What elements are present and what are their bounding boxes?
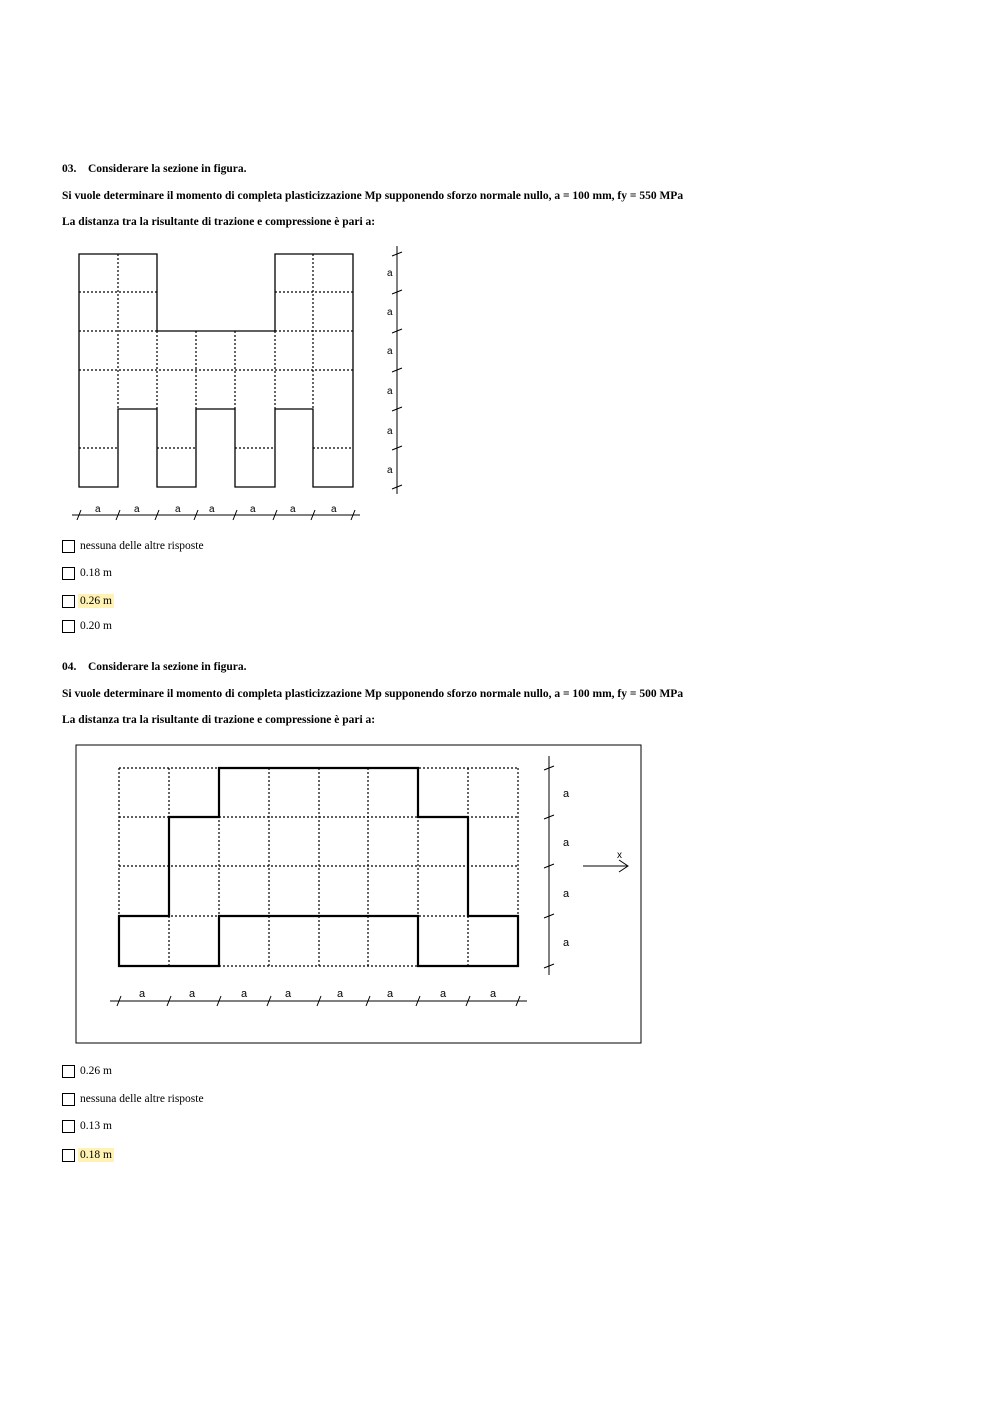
question-04-prompt: La distanza tra la risultante di trazione e compressione è pari a: (62, 714, 376, 726)
q03-option-3-checkbox[interactable] (62, 595, 75, 608)
q04-horizontal-labels (139, 988, 497, 1000)
q03-dim-label: a (387, 426, 393, 437)
q04-dim-label: a (490, 988, 497, 1000)
q03-dim-label: a (95, 504, 101, 515)
question-04-figure (70, 740, 650, 1050)
q03-dim-label: a (331, 504, 337, 515)
q04-x-axis-arrow (583, 860, 628, 872)
q04-option-4-checkbox[interactable] (62, 1149, 75, 1162)
question-04-statement: Si vuole determinare il momento di completa plasticizzazione Mp supponendo sforzo normale nullo, a = 100 mm, fy = 500 MPa (62, 688, 684, 700)
q03-option-1[interactable] (62, 538, 206, 554)
q04-frame (76, 745, 641, 1043)
question-03-statement: Si vuole determinare il momento di completa plasticizzazione Mp supponendo sforzo normale nullo, a = 100 mm, fy = 550 MPa (62, 190, 684, 202)
q04-option-3[interactable] (62, 1118, 114, 1134)
question-04-number: 04. (62, 661, 77, 673)
q03-dim-label: a (387, 465, 393, 476)
q04-option-1[interactable] (62, 1063, 114, 1079)
q04-option-4-label-highlighted: 0.18 m (80, 1149, 112, 1161)
q04-option-4[interactable] (62, 1147, 114, 1163)
q04-vertical-dimension (544, 756, 554, 975)
q03-option-1-label: nessuna delle altre risposte (80, 540, 204, 552)
question-03-number: 03. (62, 163, 77, 175)
q04-x-axis-label: x (617, 850, 622, 861)
q03-dim-label: a (134, 504, 140, 515)
question-04-title (62, 661, 247, 673)
q04-dim-label: a (563, 837, 570, 849)
q04-dim-label: a (440, 988, 447, 1000)
q03-dim-label: a (250, 504, 256, 515)
q04-option-3-label: 0.13 m (80, 1120, 112, 1132)
q04-option-1-checkbox[interactable] (62, 1065, 75, 1078)
q04-option-2[interactable] (62, 1091, 206, 1107)
q03-horizontal-dimension (72, 510, 360, 520)
q04-horizontal-dimension (110, 996, 527, 1006)
q03-dim-label: a (387, 307, 393, 318)
q04-vertical-labels (563, 788, 570, 949)
q04-dim-label: a (563, 788, 570, 800)
q03-option-4[interactable] (62, 618, 114, 634)
q04-grid (119, 768, 518, 966)
q04-dim-label: a (337, 988, 344, 1000)
q03-vertical-dimension (392, 246, 402, 494)
q03-option-2-label: 0.18 m (80, 567, 112, 579)
q04-dim-label: a (285, 988, 292, 1000)
q03-dim-label: a (175, 504, 181, 515)
q04-dim-label: a (387, 988, 394, 1000)
question-03-figure (60, 240, 420, 525)
q03-dim-label: a (387, 346, 393, 357)
q03-option-2-checkbox[interactable] (62, 567, 75, 580)
q04-option-2-checkbox[interactable] (62, 1093, 75, 1106)
q03-dim-label: a (387, 268, 393, 279)
question-03-title (62, 163, 247, 175)
q04-dim-label: a (563, 888, 570, 900)
q04-option-1-label: 0.26 m (80, 1065, 112, 1077)
q04-dim-label: a (189, 988, 196, 1000)
q04-dim-label: a (241, 988, 248, 1000)
q03-option-3-label-highlighted: 0.26 m (80, 595, 112, 607)
q03-grid (79, 254, 353, 448)
q03-option-4-checkbox[interactable] (62, 620, 75, 633)
q04-option-2-label: nessuna delle altre risposte (80, 1093, 204, 1105)
q04-dim-label: a (139, 988, 146, 1000)
q04-option-3-checkbox[interactable] (62, 1120, 75, 1133)
q03-horizontal-labels (95, 504, 337, 515)
q03-option-1-checkbox[interactable] (62, 540, 75, 553)
q03-option-4-label: 0.20 m (80, 620, 112, 632)
q03-dim-label: a (387, 386, 393, 397)
q03-dim-label: a (290, 504, 296, 515)
question-04-title-text: Considerare la sezione in figura. (88, 661, 247, 673)
q04-dim-label: a (563, 937, 570, 949)
q03-option-2[interactable] (62, 565, 114, 581)
q03-dim-label: a (209, 504, 215, 515)
q03-option-3[interactable] (62, 593, 114, 609)
question-03-prompt: La distanza tra la risultante di trazione e compressione è pari a: (62, 216, 376, 228)
question-03-title-text: Considerare la sezione in figura. (88, 163, 247, 175)
